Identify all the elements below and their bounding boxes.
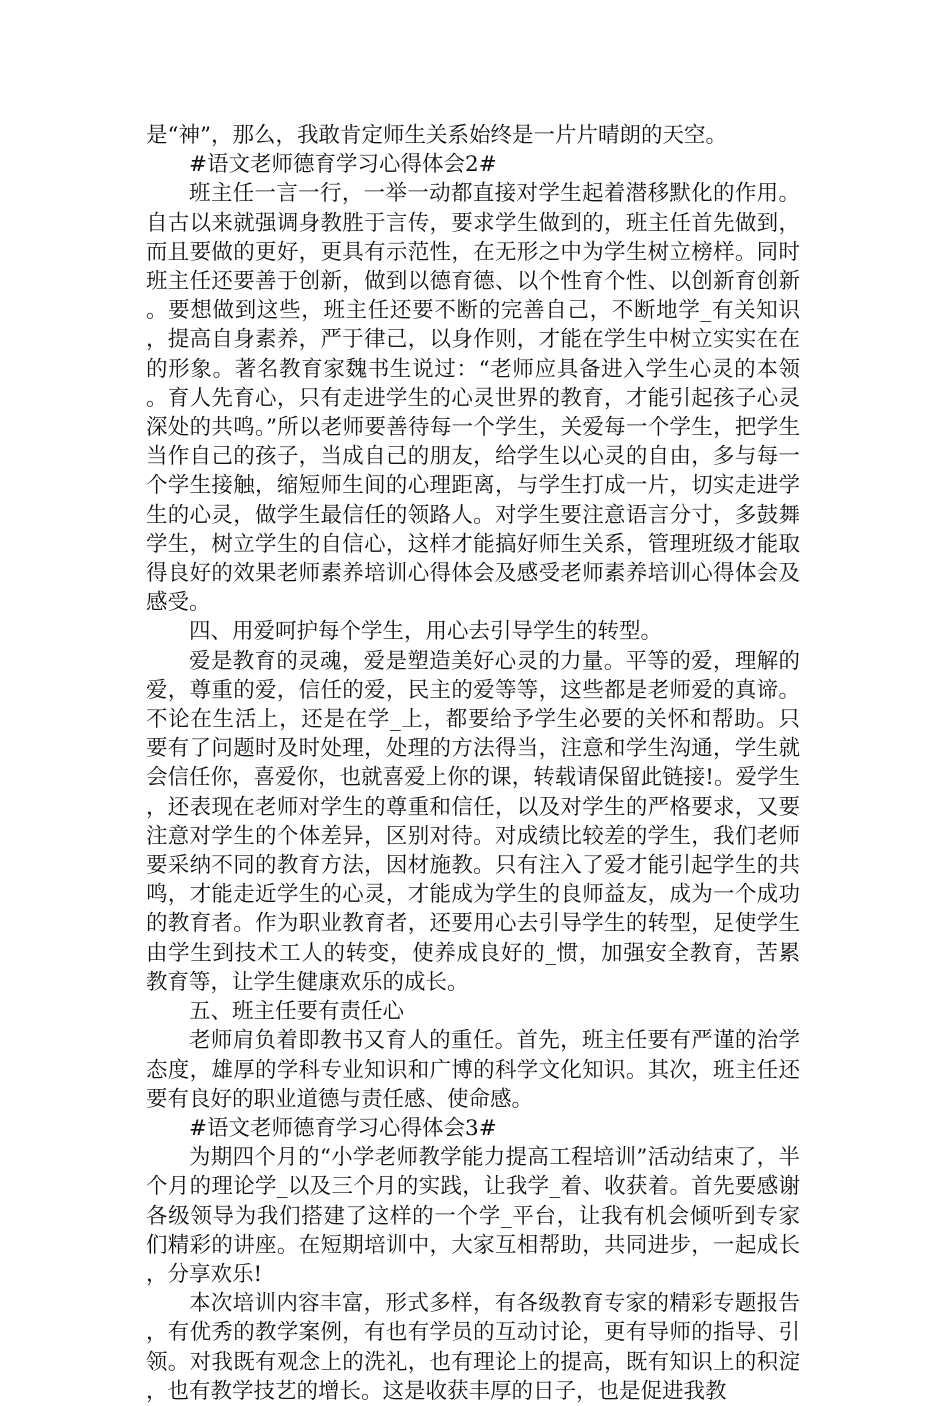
section-point-five: 五、班主任要有责任心 [189,999,405,1025]
paragraph-head-teacher-role: 班主任一言一行，一举一动都直接对学生起着潜移默化的作用。自古以来就强调身教胜于言传，要求学生做到的，班主任首先做到，而且要做的更好，更具有示范性，在无形之中为学生树立榜样。同时班主任还要善于创新，做到以德育德、以个性育个性、以创新育创新。要想做到这些，班主任还要不断的完善自己，不断地学_有关知识，提高自身素养，严于律己，以身作则，才能在学生中树立实实在在的形象。著名教育家魏书生说过：“老师应具备进入学生心灵的本领。育人先育心，只有走进学生的心灵世界的教育，才能引起孩子心灵深处的共鸣。”所以老师要善待每一个学生，关爱每一个学生，把学生当作自己的孩子，当成自己的朋友，给学生以心灵的自由，多与每一个学生接触，缩短师生间的心理距离，与学生打成一片，切实走进学生的心灵，做学生最信任的领路人。对学生要注意语言分寸，多鼓舞学生，树立学生的自信心，这样才能搞好师生关系，管理班级才能取得良好的效果老师素养培训心得体会及感受老师素养培训心得体会及感受。 [146,181,800,616]
paragraph-continuation: 是“神”，那么，我敢肯定师生关系始终是一片片晴朗的天空。 [146,123,727,148]
paragraph-training-summary: 为期四个月的“小学老师教学能力提高工程培训”活动结束了，半个月的理论学_以及三个月的实践，让我学_着、收获着。首先要感谢各级领导为我们搭建了这样的一个学_平台，让我有机会倾听到专家们精彩的讲座。在短期培训中，大家互相帮助，共同进步，一起成长，分享欢乐! [146,1145,800,1287]
section-point-four: 四、用爱呵护每个学生，用心去引导学生的转型。 [189,619,663,645]
paragraph-love-education: 爱是教育的灵魂，爱是塑造美好心灵的力量。平等的爱，理解的爱，尊重的爱，信任的爱，民主的爱等等，这些都是老师爱的真谛。不论在生活上，还是在学_上，都要给予学生必要的关怀和帮助。只要有了问题时及时处理，处理的方法得当，注意和学生沟通，学生就会信任你，喜爱你，也就喜爱上你的课，转载请保留此链接!。爱学生，还表现在老师对学生的尊重和信任，以及对学生的严格要求，又要注意对学生的个体差异，区别对待。对成绩比较差的学生，我们老师要采纳不同的教育方法，因材施教。只有注入了爱才能引起学生的共鸣，才能走近学生的心灵，才能成为学生的良师益友，成为一个成功的教育者。作为职业教育者，还要用心去引导学生的转型，足使学生由学生到技术工人的转变，使养成良好的_惯，加强安全教育，苦累教育等，让学生健康欢乐的成长。 [146,648,800,995]
document-page [146,121,800,1406]
paragraph-responsibility: 老师肩负着即教书又育人的重任。首先，班主任要有严谨的治学态度，雄厚的学科专业知识和广博的科学文化知识。其次，班主任还要有良好的职业道德与责任感、使命感。 [146,1028,800,1112]
section-heading-3: #语文老师德育学习心得体会3# [189,1115,497,1141]
section-heading-2: #语文老师德育学习心得体会2# [189,152,497,178]
paragraph-training-content: 本次培训内容丰富，形式多样，有各级教育专家的精彩专题报告，有优秀的教学案例，有也有学员的互动讨论，更有导师的指导、引领。对我既有观念上的洗礼，也有理论上的提高，既有知识上的积淀，也有教学技艺的增长。这是收获丰厚的日子，也是促进我教 [146,1291,800,1404]
